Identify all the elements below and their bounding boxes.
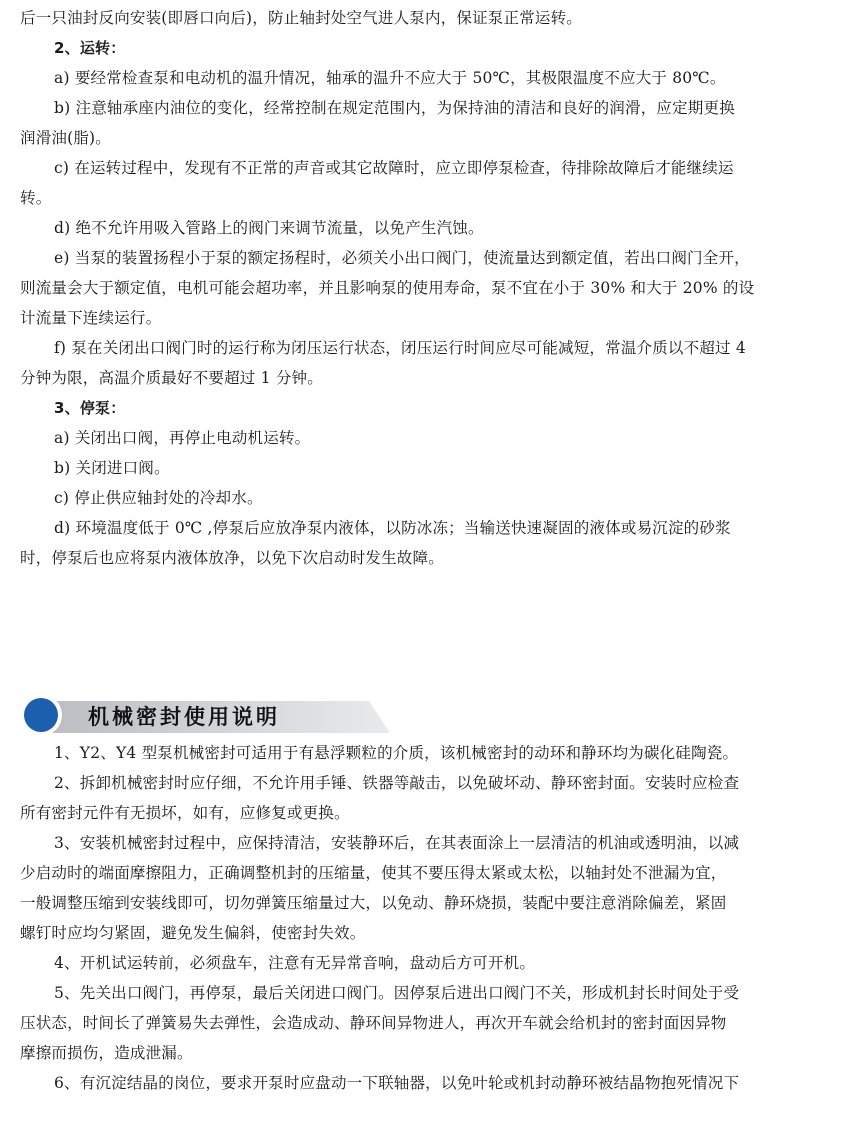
bullet-dot-icon	[24, 698, 58, 732]
text-line: 一般调整压缩到安装线即可，切勿弹簧压缩量过大，以免动、静环烧损，装配中要注意消除偏差，紧固	[20, 894, 727, 912]
text-line: 2、拆卸机械密封时应仔细，不允许用手锤、铁器等敲击，以免破坏动、静环密封面。安装时应检查	[54, 774, 740, 792]
text-line: e) 当泵的装置扬程小于泵的额定扬程时，必须关小出口阀门，使流量达到额定值，若出口阀门全开，	[54, 249, 750, 267]
text-line: 则流量会大于额定值，电机可能会超功率，并且影响泵的使用寿命，泵不宜在小于 30% 和大于 20% 的设	[20, 279, 755, 297]
text-line: c) 在运转过程中，发现有不正常的声音或其它故障时，应立即停泵检查，待排除故障后才能继续运	[54, 159, 734, 177]
subheading-running: 2、运转：	[54, 39, 126, 57]
text-line: c) 停止供应轴封处的冷却水。	[54, 489, 263, 507]
text-line: 后一只油封反向安装(即唇口向后)，防止轴封处空气进人泵内，保证泵正常运转。	[20, 9, 582, 27]
text-line: 3、安装机械密封过程中，应保持清洁，安装静环后，在其表面涂上一层清洁的机油或透明油，以减	[54, 834, 740, 852]
text-line: 分钟为限，高温介质最好不要超过 1 分钟。	[20, 369, 323, 387]
text-line: 压状态，时间长了弹簧易失去弹性，会造成动、静环间异物进人，再次开车就会给机封的密封面因异物	[20, 1014, 727, 1032]
text-line: d) 环境温度低于 0℃ ,停泵后应放净泵内液体，以防冰冻；当输送快速凝固的液体或易沉淀的砂浆	[54, 519, 731, 537]
text-line: f) 泵在关闭出口阀门时的运行称为闭压运行状态，闭压运行时间应尽可能减短，常温介质以不超过 4	[54, 339, 746, 357]
text-line: 4、开机试运转前，必须盘车，注意有无异常音响，盘动后方可开机。	[54, 954, 536, 972]
text-line: a) 关闭出口阀，再停止电动机运转。	[54, 429, 311, 447]
text-line: a) 要经常检查泵和电动机的温升情况，轴承的温升不应大于 50℃，其极限温度不应大于 80℃。	[54, 69, 726, 87]
text-line: 摩擦而损伤，造成泄漏。	[20, 1044, 193, 1062]
text-line: 1、Y2、Y4 型泵机械密封可适用于有悬浮颗粒的介质，该机械密封的动环和静环均为碳化硅陶瓷。	[54, 744, 739, 762]
pump-operation-section	[20, 3, 840, 573]
text-line: 计流量下连续运行。	[20, 309, 162, 327]
text-line: 转。	[20, 189, 52, 207]
text-line: b) 注意轴承座内油位的变化，经常控制在规定范围内，为保持油的清洁和良好的润滑，应定期更换	[54, 99, 735, 117]
text-line: 5、先关出口阀门，再停泵，最后关闭进口阀门。因停泵后进出口阀门不关，形成机封长时间处于受	[54, 984, 740, 1002]
text-line: 时，停泵后也应将泵内液体放净，以免下次启动时发生故障。	[20, 549, 444, 567]
text-line: 6、有沉淀结晶的岗位，要求开泵时应盘动一下联轴器，以免叶轮或机封动静环被结晶物抱死情况下	[54, 1074, 740, 1092]
text-line: d) 绝不允许用吸入管路上的阀门来调节流量，以免产生汽蚀。	[54, 219, 484, 237]
text-line: 螺钉时应均匀紧固，避免发生偏斜，使密封失效。	[20, 924, 366, 942]
mechanical-seal-section	[20, 738, 840, 1098]
section-title: 机械密封使用说明	[88, 705, 280, 729]
text-line: 润滑油(脂)。	[20, 129, 111, 147]
subheading-stopping: 3、停泵：	[54, 399, 126, 417]
text-line: b) 关闭进口阀。	[54, 459, 170, 477]
section-banner	[18, 688, 418, 744]
text-line: 少启动时的端面摩擦阻力，正确调整机封的压缩量，使其不要压得太紧或太松，以轴封处不泄漏为宜，	[20, 864, 727, 882]
text-line: 所有密封元件有无损坏，如有，应修复或更换。	[20, 804, 350, 822]
